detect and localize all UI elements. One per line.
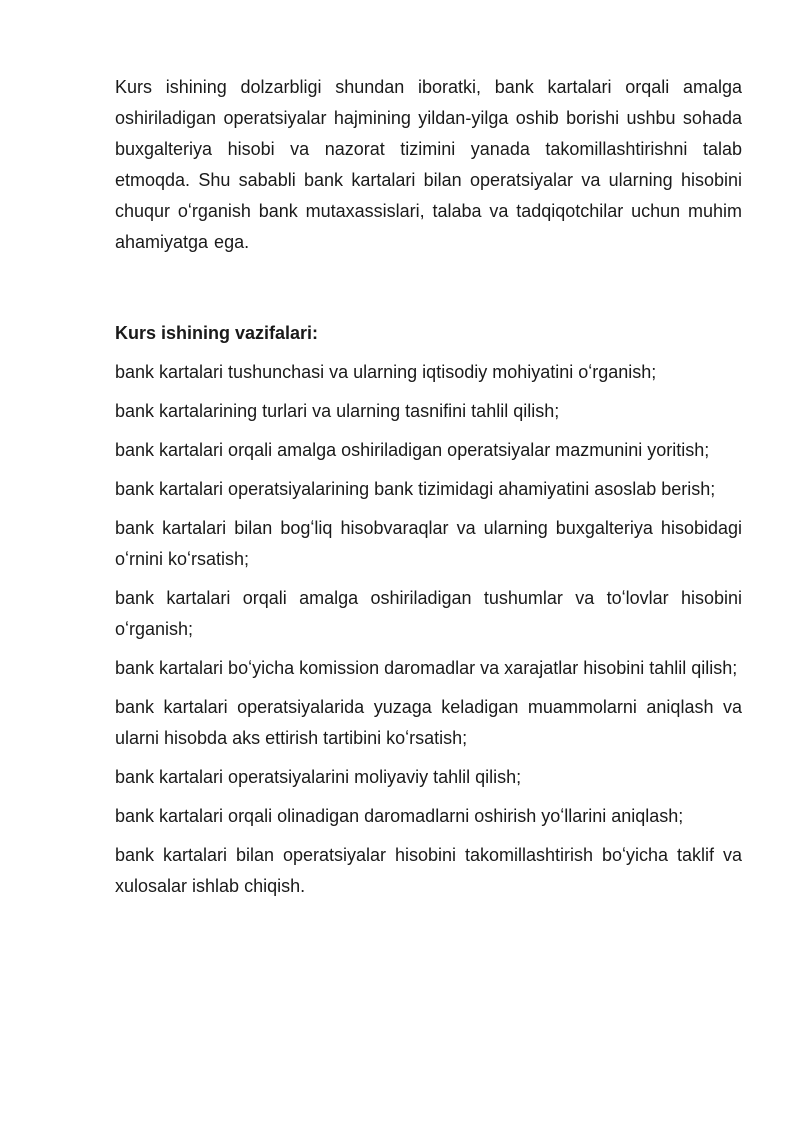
list-item: bank kartalari boʻyicha komission daromadlar va xarajatlar hisobini tahlil qilish; bbox=[115, 658, 738, 678]
list-item: bank kartalari orqali amalga oshiriladigan operatsiyalar mazmunini yoritish; bbox=[115, 440, 710, 460]
list-item: bank kartalari orqali olinadigan daromadlarni oshirish yoʻllarini aniqlash; bbox=[115, 806, 684, 826]
list-item: bank kartalarining turlari va ularning tasnifini tahlil qilish; bbox=[115, 401, 560, 421]
list-item: bank kartalari operatsiyalarini moliyaviy tahlil qilish; bbox=[115, 767, 522, 787]
document-page bbox=[115, 72, 742, 910]
list-item: bank kartalari operatsiyalarining bank tizimidagi ahamiyatini asoslab berish; bbox=[115, 479, 716, 499]
list-item: bank kartalari bilan operatsiyalar hisobini takomillashtirish boʻyicha taklif va xulosalar ishlab chiqish. bbox=[115, 845, 742, 896]
list-item: bank kartalari orqali amalga oshiriladigan tushumlar va toʻlovlar hisobini oʻrganish; bbox=[115, 588, 742, 639]
section-heading: Kurs ishining vazifalari: bbox=[115, 323, 319, 343]
list-item: bank kartalari bilan bogʻliq hisobvaraqlar va ularning buxgalteriya hisobidagi oʻrnini koʻrsatish; bbox=[115, 518, 742, 569]
intro-paragraph: Kurs ishining dolzarbligi shundan iboratki, bank kartalari orqali amalga oshiriladigan operatsiyalar hajmining yildan-yilga oshib borishi ushbu sohada buxgalteriya hisobi va nazorat tizimini yanada takomillashtirishni talab etmoqda. Shu sababli bank kartalari bilan operatsiyalar va ularning hisobini chuqur oʻrganish bank mutaxassislari, talaba va tadqiqotchilar uchun muhim ahamiyatga ega. bbox=[115, 77, 742, 252]
list-item: bank kartalari tushunchasi va ularning iqtisodiy mohiyatini oʻrganish; bbox=[115, 362, 657, 382]
task-list bbox=[115, 357, 742, 902]
list-item: bank kartalari operatsiyalarida yuzaga keladigan muammolarni aniqlash va ularni hisobda aks ettirish tartibini koʻrsatish; bbox=[115, 697, 742, 748]
